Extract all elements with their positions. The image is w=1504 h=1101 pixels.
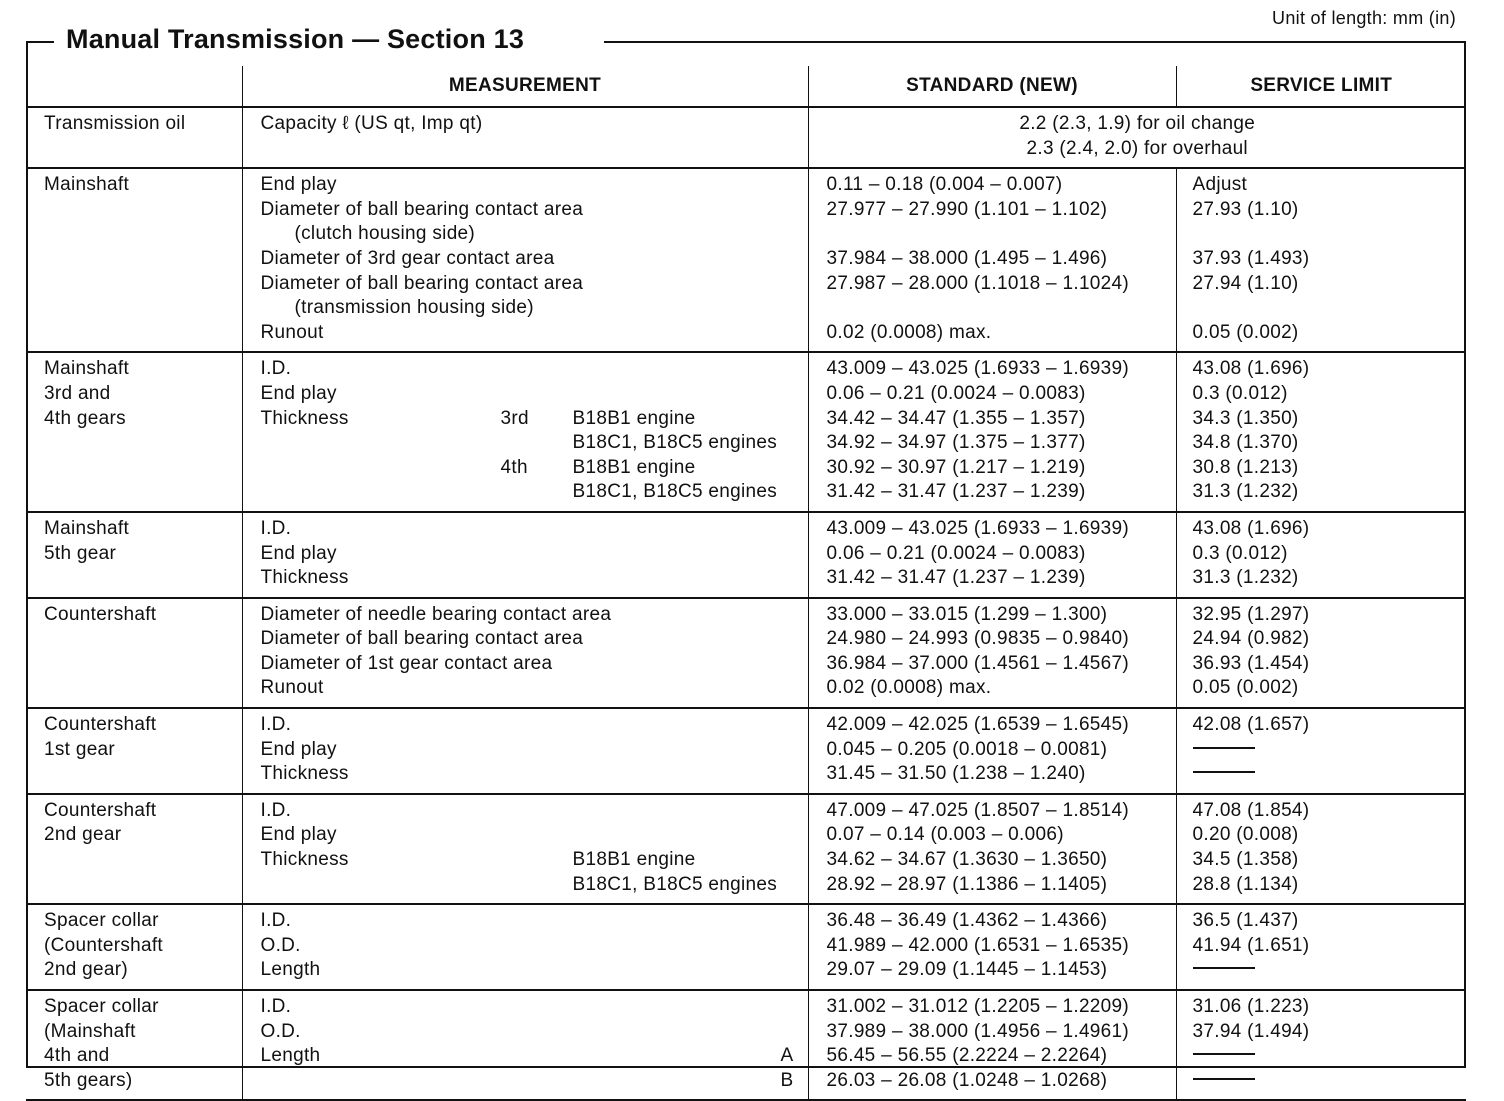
service-limit-value: 27.93 (1.10) (1192, 198, 1299, 220)
standard-cell (808, 598, 1176, 708)
measurement-label: O.D. (260, 1020, 301, 1042)
service-limit-value: 24.94 (0.982) (1192, 628, 1310, 650)
gear-label: 4th (500, 456, 528, 478)
standard-value: 0.045 – 0.205 (0.0018 – 0.0081) (826, 738, 1108, 760)
measurement-line (261, 222, 808, 247)
part-name-line: 4th gears (44, 407, 126, 429)
service-limit-value: 37.93 (1.493) (1192, 247, 1310, 269)
standard-value (827, 296, 1176, 321)
standard-value: 0.02 (0.0008) max. (826, 677, 992, 699)
header-part (26, 66, 242, 107)
standard-value: 0.11 – 0.18 (0.004 – 0.007) (826, 174, 1063, 196)
variant-label: B (780, 1069, 794, 1091)
service-limit-value: 28.8 (1.134) (1192, 873, 1299, 895)
measurement-label: I.D. (260, 910, 292, 932)
service-limit-value: 34.5 (1.358) (1192, 849, 1299, 871)
standard-value: 36.48 – 36.49 (1.4362 – 1.4366) (826, 910, 1108, 932)
capacity-value: 2.2 (2.3, 1.9) for oil change (1019, 113, 1256, 134)
service-limit-value: Adjust (1192, 174, 1248, 196)
measurement-line (261, 603, 808, 628)
measurement-line (261, 713, 808, 738)
part-name-line: Countershaft (44, 799, 157, 821)
part-name-line: Spacer collar (44, 996, 159, 1017)
part-name-line: 2nd gear (44, 824, 122, 846)
measurement-line (261, 112, 808, 137)
table-row (26, 794, 1466, 904)
measurement-label: End play (260, 382, 337, 404)
standard-value: 27.977 – 27.990 (1.101 – 1.102) (826, 198, 1108, 220)
measurement-label: End play (260, 174, 337, 196)
measurement-line (261, 198, 808, 223)
measurement-line (261, 296, 808, 321)
service-limit-value: 36.5 (1.437) (1192, 910, 1299, 932)
standard-value: 42.009 – 42.025 (1.6539 – 1.6545) (826, 714, 1130, 736)
measurement-line (261, 431, 808, 456)
standard-value: 0.06 – 0.21 (0.0024 – 0.0083) (826, 542, 1086, 564)
engine-label: B18B1 engine (572, 849, 696, 871)
measurement-line (261, 627, 808, 652)
measurement-label: Diameter of ball bearing contact area (260, 628, 584, 650)
service-limit-cell (1176, 168, 1466, 352)
dash-rule (1193, 1078, 1255, 1080)
gear-label: 3rd (500, 407, 529, 429)
capacity-value: 2.3 (2.4, 2.0) for overhaul (1026, 137, 1248, 159)
service-limit-value: 0.3 (0.012) (1192, 542, 1288, 564)
service-limit-value: 36.93 (1.454) (1192, 652, 1310, 674)
table-row (26, 598, 1466, 708)
header-row (26, 66, 1466, 107)
measurement-label: I.D. (260, 996, 292, 1017)
engine-label: B18B1 engine (572, 407, 696, 429)
measurement-line (261, 357, 808, 382)
measurement-line (261, 407, 808, 432)
service-limit-cell (1176, 794, 1466, 904)
measurement-line (261, 1069, 808, 1094)
measurement-label: I.D. (260, 517, 292, 539)
service-limit-cell (1176, 352, 1466, 512)
part-name-line: Countershaft (44, 603, 157, 625)
measurement-line (261, 542, 808, 567)
measurement-label: (clutch housing side) (294, 223, 476, 245)
standard-value: 34.62 – 34.67 (1.3630 – 1.3650) (826, 849, 1108, 871)
header-service-limit: SERVICE LIMIT (1176, 66, 1466, 107)
part-name-line: 5th gear (44, 542, 117, 564)
part-cell (26, 904, 242, 990)
table-row (26, 107, 1466, 168)
variant-label: A (780, 1045, 794, 1067)
service-limit-value (1193, 222, 1467, 247)
measurement-line (261, 848, 808, 873)
standard-value: 28.92 – 28.97 (1.1386 – 1.1405) (826, 873, 1108, 895)
measurement-line (261, 823, 808, 848)
measurement-line (261, 909, 808, 934)
measurement-line (261, 873, 808, 898)
measurement-label: Diameter of 1st gear contact area (260, 652, 553, 674)
standard-value: 27.987 – 28.000 (1.1018 – 1.1024) (826, 272, 1130, 294)
measurement-cell (242, 990, 808, 1100)
measurement-cell (242, 107, 808, 168)
standard-value: 34.42 – 34.47 (1.355 – 1.357) (826, 407, 1086, 429)
standard-value: 47.009 – 47.025 (1.8507 – 1.8514) (826, 799, 1130, 821)
measurement-label: Diameter of 3rd gear contact area (260, 247, 555, 269)
part-name-line: Mainshaft (44, 517, 130, 539)
dash-rule (1193, 771, 1255, 773)
no-limit-dash (1193, 1044, 1467, 1069)
table-row (26, 352, 1466, 512)
standard-value: 56.45 – 56.55 (2.2224 – 2.2264) (826, 1045, 1108, 1067)
measurement-label: End play (260, 824, 337, 846)
measurement-line (261, 173, 808, 198)
standard-value: 0.02 (0.0008) max. (826, 321, 992, 343)
measurement-line (261, 566, 808, 591)
header-standard: STANDARD (NEW) (808, 66, 1176, 107)
standard-value: 33.000 – 33.015 (1.299 – 1.300) (826, 603, 1108, 625)
measurement-label: End play (260, 738, 337, 760)
measurement-label: Length (260, 959, 321, 981)
standard-cell (808, 794, 1176, 904)
standard-value: 36.984 – 37.000 (1.4561 – 1.4567) (826, 652, 1130, 674)
service-limit-cell (1176, 598, 1466, 708)
measurement-label: Thickness (260, 567, 349, 589)
service-limit-value: 31.3 (1.232) (1192, 481, 1299, 503)
standard-value: 29.07 – 29.09 (1.1445 – 1.1453) (826, 959, 1108, 981)
standard-value: 30.92 – 30.97 (1.217 – 1.219) (826, 456, 1086, 478)
service-limit-value: 41.94 (1.651) (1192, 934, 1310, 956)
service-limit-value: 0.3 (0.012) (1192, 382, 1288, 404)
standard-value: 43.009 – 43.025 (1.6933 – 1.6939) (826, 517, 1130, 539)
service-limit-value: 32.95 (1.297) (1192, 603, 1310, 625)
no-limit-dash (1193, 1069, 1467, 1094)
table-row (26, 168, 1466, 352)
section-title: Manual Transmission — Section 13 (66, 24, 525, 54)
part-name-line: Mainshaft (44, 174, 130, 196)
table-body (26, 107, 1466, 1100)
standard-cell (808, 990, 1176, 1100)
part-cell (26, 107, 242, 168)
spec-table (26, 66, 1466, 1101)
part-name-line: 3rd and (44, 382, 111, 404)
dash-rule (1193, 1053, 1255, 1055)
standard-value: 26.03 – 26.08 (1.0248 – 1.0268) (826, 1069, 1108, 1091)
service-limit-value: 43.08 (1.696) (1192, 358, 1310, 380)
standard-value: 24.980 – 24.993 (0.9835 – 0.9840) (826, 628, 1130, 650)
part-cell (26, 794, 242, 904)
service-limit-value: 30.8 (1.213) (1192, 456, 1299, 478)
part-cell (26, 512, 242, 598)
part-name-line: 2nd gear) (44, 959, 129, 981)
standard-cell (808, 168, 1176, 352)
part-name-line: 4th and (44, 1045, 110, 1067)
part-cell (26, 598, 242, 708)
standard-value: 31.45 – 31.50 (1.238 – 1.240) (826, 763, 1086, 785)
measurement-line (261, 676, 808, 701)
table-row (26, 512, 1466, 598)
measurement-cell (242, 598, 808, 708)
part-cell (26, 168, 242, 352)
measurement-label: Runout (260, 321, 324, 343)
standard-value: 37.984 – 38.000 (1.495 – 1.496) (826, 247, 1108, 269)
no-limit-dash (1193, 958, 1467, 983)
measurement-line (261, 1020, 808, 1045)
measurement-line (261, 934, 808, 959)
part-name-line: Spacer collar (44, 910, 159, 932)
standard-value: 34.92 – 34.97 (1.375 – 1.377) (826, 432, 1086, 454)
table-row (26, 990, 1466, 1100)
service-limit-value (1193, 296, 1467, 321)
dash-rule (1193, 967, 1255, 969)
measurement-line (261, 1044, 808, 1069)
service-limit-value: 47.08 (1.854) (1192, 799, 1310, 821)
engine-label: B18C1, B18C5 engines (572, 873, 778, 895)
service-limit-value: 42.08 (1.657) (1192, 714, 1310, 736)
service-limit-value: 37.94 (1.494) (1192, 1020, 1310, 1042)
measurement-label: (transmission housing side) (294, 297, 534, 319)
measurement-label: Diameter of ball bearing contact area (260, 272, 584, 294)
part-cell (26, 708, 242, 794)
service-limit-value: 43.08 (1.696) (1192, 517, 1310, 539)
measurement-label: Length (260, 1045, 321, 1067)
measurement-label: End play (260, 542, 337, 564)
standard-value: 31.42 – 31.47 (1.237 – 1.239) (826, 567, 1086, 589)
measurement-line (261, 480, 808, 505)
measurement-line (261, 958, 808, 983)
measurement-label: Capacity ℓ (US qt, Imp qt) (260, 113, 483, 134)
capacity-value-cell (808, 107, 1466, 168)
unit-note: Unit of length: mm (in) (1272, 8, 1456, 28)
measurement-line (261, 995, 808, 1020)
part-name-line: Mainshaft (44, 358, 130, 380)
measurement-line (261, 762, 808, 787)
measurement-cell (242, 904, 808, 990)
standard-cell (808, 708, 1176, 794)
service-limit-value: 0.20 (0.008) (1192, 824, 1299, 846)
measurement-label: I.D. (260, 358, 292, 380)
service-limit-value: 34.8 (1.370) (1192, 432, 1299, 454)
part-name-line: (Mainshaft (44, 1020, 136, 1042)
measurement-label: I.D. (260, 799, 292, 821)
measurement-cell (242, 708, 808, 794)
measurement-label: Thickness (260, 763, 349, 785)
measurement-cell (242, 168, 808, 352)
table-row (26, 904, 1466, 990)
measurement-line (261, 382, 808, 407)
service-limit-value: 0.05 (0.002) (1192, 677, 1299, 699)
no-limit-dash (1193, 762, 1467, 787)
service-limit-value: 31.3 (1.232) (1192, 567, 1299, 589)
service-limit-cell (1176, 512, 1466, 598)
part-name-line: 5th gears) (44, 1069, 133, 1091)
service-limit-cell (1176, 990, 1466, 1100)
dash-rule (1193, 747, 1255, 749)
service-limit-value: 31.06 (1.223) (1192, 996, 1310, 1017)
measurement-label: Thickness (260, 849, 349, 871)
measurement-label: Thickness (260, 407, 349, 429)
part-cell (26, 352, 242, 512)
standard-value: 0.07 – 0.14 (0.003 – 0.006) (826, 824, 1064, 846)
measurement-cell (242, 794, 808, 904)
measurement-label: Diameter of ball bearing contact area (260, 198, 584, 220)
measurement-line (261, 738, 808, 763)
measurement-label: O.D. (260, 934, 301, 956)
engine-label: B18C1, B18C5 engines (572, 432, 778, 454)
part-cell (26, 990, 242, 1100)
measurement-line (261, 799, 808, 824)
standard-value: 41.989 – 42.000 (1.6531 – 1.6535) (826, 934, 1130, 956)
part-name-line: 1st gear (44, 738, 116, 760)
standard-value (827, 222, 1176, 247)
standard-cell (808, 352, 1176, 512)
standard-value: 31.002 – 31.012 (1.2205 – 1.2209) (826, 996, 1130, 1017)
standard-value: 43.009 – 43.025 (1.6933 – 1.6939) (826, 358, 1130, 380)
measurement-cell (242, 512, 808, 598)
standard-value: 37.989 – 38.000 (1.4956 – 1.4961) (826, 1020, 1130, 1042)
engine-label: B18B1 engine (572, 456, 696, 478)
part-name-line: (Countershaft (44, 934, 164, 956)
standard-value: 31.42 – 31.47 (1.237 – 1.239) (826, 481, 1086, 503)
standard-cell (808, 904, 1176, 990)
measurement-line (261, 456, 808, 481)
header-measurement: MEASUREMENT (242, 66, 808, 107)
measurement-label: Diameter of needle bearing contact area (260, 603, 612, 625)
part-name-line: Countershaft (44, 714, 157, 736)
no-limit-dash (1193, 738, 1467, 763)
measurement-line (261, 247, 808, 272)
measurement-label: Runout (260, 677, 324, 699)
standard-value: 0.06 – 0.21 (0.0024 – 0.0083) (826, 382, 1086, 404)
standard-cell (808, 512, 1176, 598)
measurement-label: I.D. (260, 714, 292, 736)
measurement-line (261, 321, 808, 346)
service-limit-cell (1176, 904, 1466, 990)
service-limit-cell (1176, 708, 1466, 794)
measurement-cell (242, 352, 808, 512)
measurement-line (261, 652, 808, 677)
service-limit-value: 34.3 (1.350) (1192, 407, 1299, 429)
table-row (26, 708, 1466, 794)
service-limit-value: 0.05 (0.002) (1192, 321, 1299, 343)
part-name-line: Transmission oil (44, 113, 186, 134)
service-limit-value: 27.94 (1.10) (1192, 272, 1299, 294)
engine-label: B18C1, B18C5 engines (572, 481, 778, 503)
measurement-line (261, 517, 808, 542)
measurement-line (261, 272, 808, 297)
